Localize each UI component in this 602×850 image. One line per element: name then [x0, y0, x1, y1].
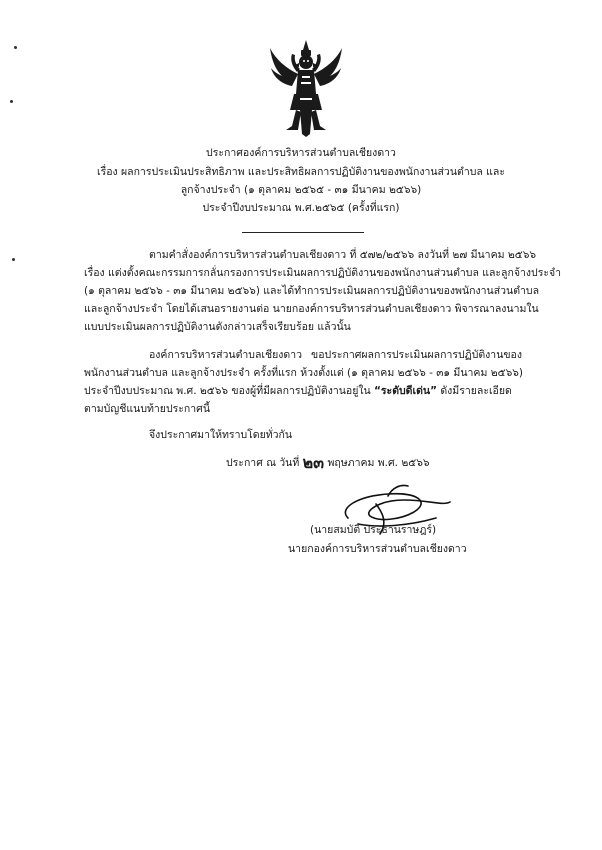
header-divider	[242, 232, 364, 233]
paragraph-1-line-1: ตามคำสั่งองค์การบริหารส่วนตำบลเชียงดาว ที่ ๕๗๒/๒๕๖๖ ลงวันที่ ๒๗ มีนาคม ๒๕๖๖	[149, 249, 537, 261]
signatory-position: นายกองค์การบริหารส่วนตำบลเชียงดาว	[288, 543, 467, 555]
garuda-emblem-icon	[268, 38, 344, 138]
paragraph-1-line-4: และลูกจ้างประจำ โดยได้เสนอรายงานต่อ นายกองค์การบริหารส่วนตำบลเชียงดาว พิจารณาลงนามใน	[84, 303, 539, 315]
scan-speck	[12, 258, 15, 261]
signatory-name: (นายสมบัติ ประธานราษฎร์)	[310, 524, 437, 536]
excellent-level-emphasis: “ระดับดีเด่น”	[374, 385, 437, 397]
paragraph-1-line-2: เรื่อง แต่งตั้งคณะกรรมการกลั่นกรองการประเมินผลการปฏิบัติงานของพนักงานส่วนตำบล และลูกจ้างประจำ	[84, 267, 562, 279]
subject-line-1: เรื่อง ผลการประเมินประสิทธิภาพ และประสิทธิผลการปฏิบัติงานของพนักงานส่วนตำบล และ	[96, 166, 506, 178]
date-day: ๒๓	[302, 453, 325, 472]
scan-speck	[10, 100, 13, 103]
announce-line: จึงประกาศมาให้ทราบโดยทั่วกัน	[149, 429, 293, 441]
announcement-org-title: ประกาศองค์การบริหารส่วนตำบลเชียงดาว	[206, 147, 396, 159]
paragraph-2-line-3-tail: ดังมีรายละเอียด	[437, 385, 512, 397]
date-prefix: ประกาศ ณ วันที่	[226, 457, 300, 469]
announcement-date	[226, 453, 430, 472]
paragraph-1-line-5: แบบประเมินผลการปฏิบัติงานดังกล่าวเสร็จเรียบร้อย แล้วนั้น	[84, 321, 351, 333]
paragraph-2-line-3	[84, 385, 512, 398]
paragraph-2-line-1: องค์การบริหารส่วนตำบลเชียงดาว ขอประกาศผลการประเมินผลการปฏิบัติงานของ	[149, 349, 522, 361]
subject-line-3: ประจำปีงบประมาณ พ.ศ.๒๕๖๕ (ครั้งที่แรก)	[202, 202, 400, 214]
paragraph-2-line-3-text: ประจำปีงบประมาณ พ.ศ. ๒๕๖๖ ของผู้ที่มีผลการปฏิบัติงานอยู่ใน	[84, 385, 375, 397]
paragraph-2-line-4: ตามบัญชีแนบท้ายประกาศนี้	[84, 403, 210, 415]
paragraph-2-line-2: พนักงานส่วนตำบล และลูกจ้างประจำ ครั้งที่แรก ห้วงตั้งแต่ (๑ ตุลาคม ๒๕๖๖ - ๓๑ มีนาคม ๒๕๖๖)	[84, 367, 524, 379]
paragraph-1-line-3: (๑ ตุลาคม ๒๕๖๖ - ๓๑ มีนาคม ๒๕๖๖) และได้ทำการประเมินผลการปฏิบัติงานของพนักงานส่วนตำบล	[84, 285, 540, 297]
subject-line-2: ลูกจ้างประจำ (๑ ตุลาคม ๒๕๖๕ - ๓๑ มีนาคม ๒๕๖๖)	[180, 184, 422, 196]
date-month-year: พฤษภาคม พ.ศ. ๒๕๖๖	[327, 457, 430, 469]
scan-speck	[14, 46, 17, 49]
